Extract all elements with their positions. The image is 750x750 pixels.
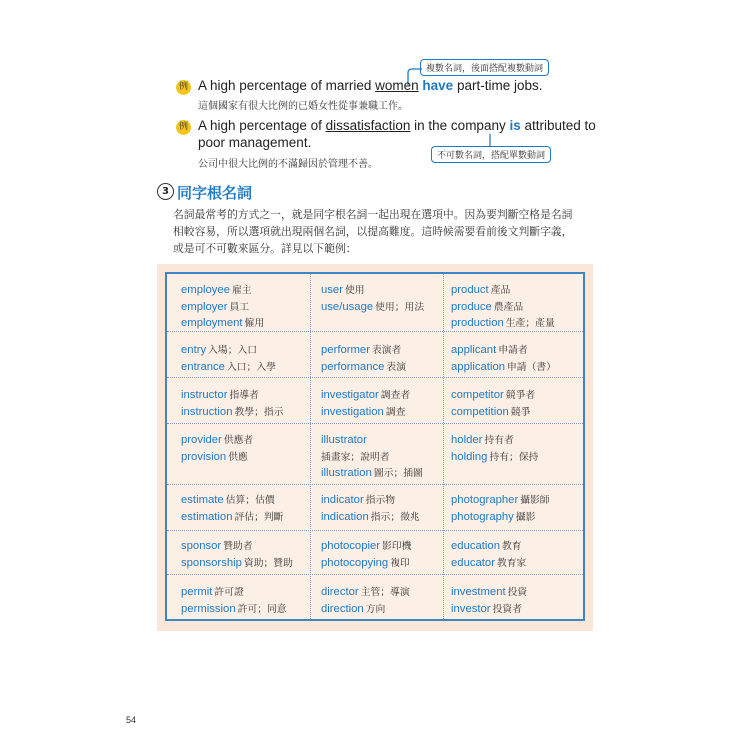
word-entry: [321, 492, 420, 509]
table-cell: [181, 282, 264, 332]
word-english: illustrator: [321, 434, 367, 446]
word-english: production: [451, 317, 504, 329]
verb: is: [509, 118, 521, 133]
word-entry: [451, 555, 526, 572]
word-english: instruction: [181, 405, 233, 418]
word-entry: [181, 601, 287, 618]
word-chinese: 複印: [390, 557, 410, 569]
word-english: permit: [181, 586, 213, 598]
table-cell: [451, 282, 555, 332]
word-english: produce: [451, 300, 492, 313]
word-english: provider: [181, 434, 222, 446]
word-english: performer: [321, 344, 370, 356]
intro-line-3: 或是可不可數來區分。詳見以下範例：: [173, 242, 357, 255]
table-cell: [181, 492, 283, 525]
word-english: use/usage: [321, 300, 374, 313]
word-chinese: 持有者: [484, 435, 514, 446]
table-cell: [451, 538, 526, 571]
word-chinese: 競爭者: [505, 390, 536, 401]
word-entry: [451, 404, 535, 421]
table-cell: [321, 432, 423, 482]
word-chinese: 許可證: [214, 587, 244, 598]
word-entry: [451, 282, 555, 299]
word-english: employment: [181, 317, 243, 329]
word-chinese: 影印機: [382, 541, 412, 552]
page-number: 54: [126, 715, 137, 725]
word-entry: [321, 538, 411, 555]
table-cell: [181, 342, 276, 375]
table-cell: [451, 387, 535, 420]
table-cell: [451, 584, 527, 617]
word-entry: [181, 432, 253, 449]
word-english: provision: [181, 450, 227, 463]
word-english: estimate: [181, 494, 224, 506]
word-chinese: 估算；估價: [225, 495, 275, 506]
word-chinese: 投資者: [492, 603, 522, 615]
callout-plural: 複數名詞，後面搭配複數動詞: [420, 59, 549, 76]
word-entry: [181, 538, 293, 555]
word-entry: [451, 432, 538, 449]
word-entry: [321, 555, 411, 572]
example-translation: 公司中很大比例的不滿歸因於管理不善。: [198, 159, 378, 170]
word-english: illustration: [321, 467, 372, 479]
word-chinese: 教學；指示: [234, 406, 284, 418]
word-chinese: 申請者: [498, 345, 528, 356]
word-english: application: [451, 360, 506, 373]
word-chinese: 教育: [502, 541, 522, 552]
word-chinese: 攝影師: [520, 495, 550, 506]
table-cell: [181, 584, 287, 617]
word-english: sponsorship: [181, 556, 242, 569]
word-chinese: 方向: [365, 603, 386, 615]
verb: have: [422, 78, 454, 93]
word-entry: [321, 509, 420, 526]
table-cell: [321, 282, 424, 315]
word-entry: [451, 342, 556, 359]
example-badge: 例: [176, 120, 191, 135]
word-english: investigator: [321, 389, 379, 401]
word-english: employee: [181, 284, 230, 296]
word-chinese: 調查: [385, 406, 406, 418]
word-english: educator: [451, 556, 495, 569]
word-chinese: 申請（書）: [507, 361, 556, 373]
word-chinese: 入口；入學: [226, 361, 276, 373]
callout-uncountable: 不可數名詞，搭配單數動詞: [431, 146, 551, 163]
word-english: employer: [181, 300, 228, 313]
word-english: direction: [321, 602, 364, 615]
intro-line-1: 名詞最常考的方式之一，就是同字根名詞一起出現在選項中。因為要判斷空格是名詞: [173, 208, 573, 221]
table-cell: [321, 387, 410, 420]
word-english: photocopying: [321, 556, 389, 569]
word-english: entry: [181, 344, 207, 356]
word-entry: [321, 282, 424, 299]
word-entry: [321, 342, 406, 359]
word-chinese: 供應者: [223, 435, 254, 446]
word-chinese: 資助；贊助: [243, 557, 293, 569]
word-entry: [451, 492, 550, 509]
word-entry: [451, 449, 538, 466]
word-chinese: 使用；用法: [375, 301, 425, 313]
word-chinese: 評估；判斷: [234, 511, 284, 523]
word-chinese: 生產；產量: [505, 318, 555, 329]
word-chinese: 員工: [229, 301, 250, 313]
table-cell: [451, 342, 556, 375]
word-chinese: 使用: [344, 285, 365, 296]
table-cell: [181, 538, 293, 571]
word-english: applicant: [451, 344, 497, 356]
word-entry: [451, 359, 556, 376]
word-chinese: 教育家: [496, 557, 527, 569]
word-entry: [181, 342, 276, 359]
word-entry: [451, 538, 526, 555]
word-english: competitor: [451, 389, 504, 401]
table-cell: [181, 432, 253, 465]
table-cell: [321, 584, 410, 617]
word-english: estimation: [181, 510, 233, 523]
word-english: indicator: [321, 494, 364, 506]
word-entry: [181, 387, 283, 404]
word-chinese: 指導者: [229, 390, 259, 401]
word-chinese: 持有；保持: [489, 451, 539, 463]
word-chinese: 許可；同意: [237, 603, 287, 615]
word-english: product: [451, 284, 489, 296]
example-sentence: A high percentage of dissatisfaction in the company is attributed to: [198, 118, 596, 133]
word-english: photographer: [451, 494, 519, 506]
word-chinese: 指示物: [365, 495, 396, 506]
word-chinese: 競爭: [510, 406, 531, 418]
word-entry: [451, 601, 527, 618]
word-entry: [451, 315, 555, 332]
word-entry: [181, 584, 287, 601]
word-english: performance: [321, 360, 385, 373]
word-english: sponsor: [181, 540, 222, 552]
vocab-table: [165, 272, 585, 621]
word-chinese: 雇主: [231, 285, 252, 296]
example-sentence-line2: poor management.: [198, 135, 312, 150]
word-english: director: [321, 586, 359, 598]
word-chinese: 入場；入口: [208, 345, 258, 356]
word-english: user: [321, 284, 343, 296]
word-entry: [321, 601, 410, 618]
word-english: photocopier: [321, 540, 381, 552]
word-entry: [321, 432, 423, 449]
word-entry: [321, 404, 410, 421]
word-entry: [321, 449, 423, 466]
word-english: education: [451, 540, 500, 552]
word-entry: [181, 404, 283, 421]
word-entry: [451, 387, 535, 404]
subject-noun: women: [375, 78, 419, 93]
word-english: instructor: [181, 389, 228, 401]
table-cell: [321, 492, 420, 525]
word-english: competition: [451, 405, 509, 418]
section-number: 3: [157, 183, 174, 200]
word-chinese: 表演者: [371, 345, 402, 356]
intro-line-2: 相較容易，所以選項就出現兩個名詞，以提高難度。這時候需要看前後文判斷字義，: [173, 225, 573, 238]
word-chinese: 表演: [386, 361, 407, 373]
word-chinese: 贊助者: [223, 541, 253, 552]
word-english: photography: [451, 510, 514, 523]
word-chinese: 攝影: [515, 511, 536, 523]
word-entry: [451, 509, 550, 526]
word-entry: [321, 359, 406, 376]
word-entry: [451, 584, 527, 601]
table-cell: [451, 492, 550, 525]
word-chinese: 調查者: [380, 390, 411, 401]
word-chinese: 僱用: [244, 318, 265, 329]
word-english: entrance: [181, 360, 225, 373]
example-badge: 例: [176, 80, 191, 95]
word-entry: [181, 555, 293, 572]
word-chinese: 產品: [490, 285, 511, 296]
example-sentence: A high percentage of married women have part-time jobs.: [198, 78, 543, 93]
word-english: investigation: [321, 405, 384, 418]
word-chinese: 主管；導演: [360, 587, 410, 598]
word-chinese: 農產品: [493, 301, 524, 313]
word-entry: [321, 465, 423, 482]
word-english: investor: [451, 602, 491, 615]
table-cell: [321, 342, 406, 375]
table-cell: [451, 432, 538, 465]
word-chinese: 插畫家；說明者: [321, 451, 390, 463]
word-chinese: 供應: [228, 451, 248, 463]
subject-noun: dissatisfaction: [325, 118, 411, 133]
word-english: holder: [451, 434, 483, 446]
word-entry: [321, 387, 410, 404]
word-chinese: 投資: [507, 587, 528, 598]
word-entry: [181, 509, 283, 526]
word-entry: [181, 282, 264, 299]
word-entry: [451, 299, 555, 316]
table-cell: [321, 538, 411, 571]
section-title: 同字根名詞: [177, 184, 253, 202]
word-english: permission: [181, 602, 236, 615]
word-entry: [181, 299, 264, 316]
word-english: indication: [321, 510, 369, 523]
example-translation: 這個國家有很大比例的已婚女性從事兼職工作。: [198, 101, 408, 112]
word-entry: [321, 584, 410, 601]
word-english: holding: [451, 450, 488, 463]
table-cell: [181, 387, 283, 420]
word-entry: [181, 359, 276, 376]
word-entry: [181, 449, 253, 466]
word-entry: [181, 315, 264, 332]
word-chinese: 指示；徵兆: [370, 511, 420, 523]
word-english: investment: [451, 586, 506, 598]
word-entry: [321, 299, 424, 316]
word-chinese: 圖示；插圖: [373, 468, 423, 479]
word-entry: [181, 492, 283, 509]
